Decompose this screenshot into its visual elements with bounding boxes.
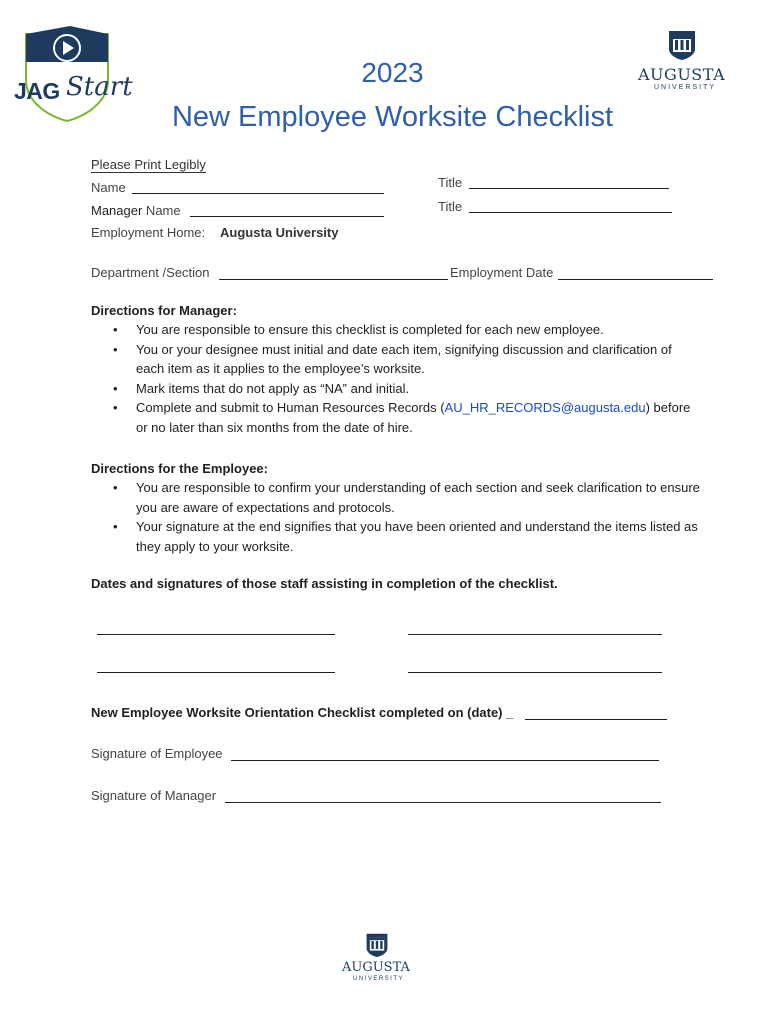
list-item: • You are responsible to ensure this checklist is completed for each new employee. xyxy=(113,320,703,340)
manager-name-word: Name xyxy=(142,203,181,218)
staff-signature-line-2[interactable] xyxy=(408,634,662,635)
title-field-line-2[interactable] xyxy=(469,212,672,213)
university-wordmark: UNIVERSITY xyxy=(654,84,717,91)
employment-home-label: Employment Home: xyxy=(91,225,206,240)
title-label-1: Title xyxy=(438,175,463,190)
staff-signature-line-4[interactable] xyxy=(408,672,662,673)
augusta-wordmark: AUGUSTA xyxy=(638,65,726,84)
employment-home-value: Augusta University xyxy=(220,225,339,240)
department-label: Department /Section xyxy=(91,265,210,280)
hr-records-email-link[interactable]: AU_HR_RECORDS@augusta.edu xyxy=(444,400,646,416)
completed-date-field-line[interactable] xyxy=(525,719,667,720)
university-wordmark: UNIVERSITY xyxy=(353,976,405,982)
employee-signature-label: Signature of Employee xyxy=(91,746,223,761)
list-item: • Mark items that do not apply as “NA” and initial. xyxy=(113,379,703,399)
manager-signature-label: Signature of Manager xyxy=(91,788,217,803)
document-year: 2023 xyxy=(361,57,424,88)
list-item: • Your signature at the end signifies that you have been oriented and understand the items listed as they apply to your worksite. xyxy=(113,517,703,556)
submit-prefix: Complete and submit to Human Resources Records ( xyxy=(136,400,445,416)
employment-date-field-line[interactable] xyxy=(558,279,713,280)
list-item: • You or your designee must initial and date each item, signifying discussion and clarification of each item as it applies to the employee’s worksite. xyxy=(113,340,703,379)
manager-directions-list xyxy=(113,320,703,438)
staff-signatures-heading: Dates and signatures of those staff assisting in completion of the checklist. xyxy=(91,576,558,591)
staff-signature-line-3[interactable] xyxy=(97,672,335,673)
employee-signature-line[interactable] xyxy=(231,760,659,761)
submit-suffix: ) before or no later than six months from the date of hire. xyxy=(136,400,691,435)
manager-signature-line[interactable] xyxy=(225,802,661,803)
manager-directions-heading: Directions for Manager: xyxy=(91,303,237,318)
employee-directions-list xyxy=(113,478,703,556)
start-script-text: Start xyxy=(66,72,133,102)
manager-label-word: Manager xyxy=(91,203,143,218)
print-legibly-note: Please Print Legibly xyxy=(91,157,206,172)
name-label: Name xyxy=(91,180,126,195)
augusta-shield-icon xyxy=(365,932,389,958)
list-item-submit xyxy=(113,398,703,437)
augusta-wordmark: AUGUSTA xyxy=(342,960,410,975)
manager-label xyxy=(91,202,181,219)
employee-directions-heading: Directions for the Employee: xyxy=(91,461,268,476)
staff-signature-line-1[interactable] xyxy=(97,634,335,635)
jag-text: JAG xyxy=(14,78,60,104)
title-field-line-1[interactable] xyxy=(469,188,669,189)
list-item: • You are responsible to confirm your understanding of each section and seek clarification to ensure you are aware of expectations and protocols. xyxy=(113,478,703,517)
employment-date-label: Employment Date xyxy=(450,265,554,280)
manager-name-field-line[interactable] xyxy=(190,216,384,217)
title-label-2: Title xyxy=(438,199,463,214)
department-field-line[interactable] xyxy=(219,279,448,280)
name-field-line[interactable] xyxy=(132,193,384,194)
augusta-logo-bottom xyxy=(336,932,418,988)
completed-on-label: New Employee Worksite Orientation Checklist completed on (date) _ xyxy=(91,705,514,720)
document-title: New Employee Worksite Checklist xyxy=(171,101,614,133)
